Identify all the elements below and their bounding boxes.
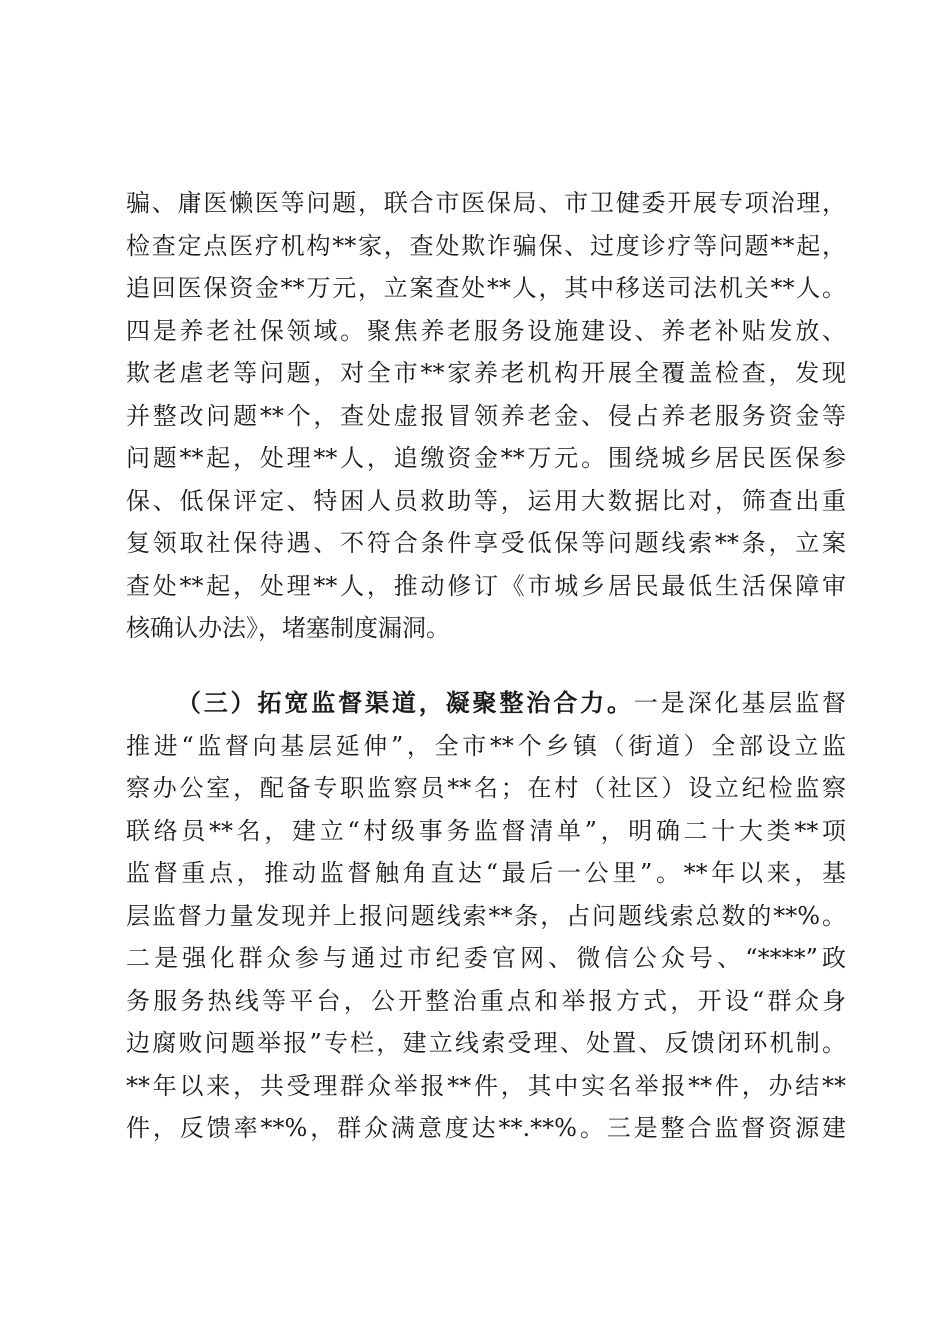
- text-line: 层监督力量发现并上报问题线索**条，占问题线索总数的**%。: [126, 901, 846, 930]
- text-line: 件，反馈率**%，群众满意度达**.**%。三是整合监督资源建: [126, 1114, 846, 1142]
- text-line-first: [126, 682, 846, 725]
- text-line: 核确认办法》，堵塞制度漏洞。: [126, 614, 450, 642]
- text-line: 欺老虐老等问题，对全市**家养老机构开展全覆盖检查，发现: [126, 359, 846, 387]
- text-line: 务服务热线等平台，公开整治重点和举报方式，开设“群众身: [126, 986, 846, 1015]
- paragraph-social-security: [126, 182, 846, 650]
- section-heading: （三）拓宽监督渠道，凝聚整治合力。: [174, 688, 634, 717]
- text-line: 二是强化群众参与通过市纪委官网、微信公众号、“****”政: [126, 944, 846, 972]
- heading-followup-text: 一是深化基层监督: [633, 689, 847, 717]
- text-line: 复领取社保待遇、不符合条件享受低保等问题线索**条，立案: [126, 529, 846, 557]
- text-line: 四是养老社保领域。聚焦养老服务设施建设、养老补贴发放、: [126, 316, 846, 345]
- text-line: 检查定点医疗机构**家，查处欺诈骗保、过度诊疗等问题**起，: [126, 231, 846, 260]
- text-line: 并整改问题**个，查处虚报冒领养老金、侵占养老服务资金等: [126, 401, 846, 430]
- text-line: 监督重点，推动监督触角直达“最后一公里”。**年以来，基: [126, 859, 846, 887]
- text-line: 边腐败问题举报”专栏，建立线索受理、处置、反馈闭环机制。: [126, 1029, 846, 1057]
- paragraph-supervision-channels: [126, 682, 846, 1150]
- text-line: 保、低保评定、特困人员救助等，运用大数据比对，筛查出重: [126, 486, 846, 515]
- text-line: 推进“监督向基层延伸”，全市**个乡镇（街道）全部设立监: [126, 731, 846, 760]
- text-line: **年以来，共受理群众举报**件，其中实名举报**件，办结**: [126, 1071, 846, 1100]
- text-line: 查处**起，处理**人，推动修订《市城乡居民最低生活保障审: [126, 571, 846, 600]
- text-line: 骗、庸医懒医等问题，联合市医保局、市卫健委开展专项治理，: [126, 189, 846, 217]
- text-line: 察办公室，配备专职监察员**名；在村（社区）设立纪检监察: [126, 774, 846, 802]
- text-line: 问题**起，处理**人，追缴资金**万元。围绕城乡居民医保参: [126, 444, 846, 472]
- text-line: 联络员**名，建立“村级事务监督清单”，明确二十大类**项: [126, 816, 846, 845]
- text-line: 追回医保资金**万元，立案查处**人，其中移送司法机关**人。: [126, 274, 846, 302]
